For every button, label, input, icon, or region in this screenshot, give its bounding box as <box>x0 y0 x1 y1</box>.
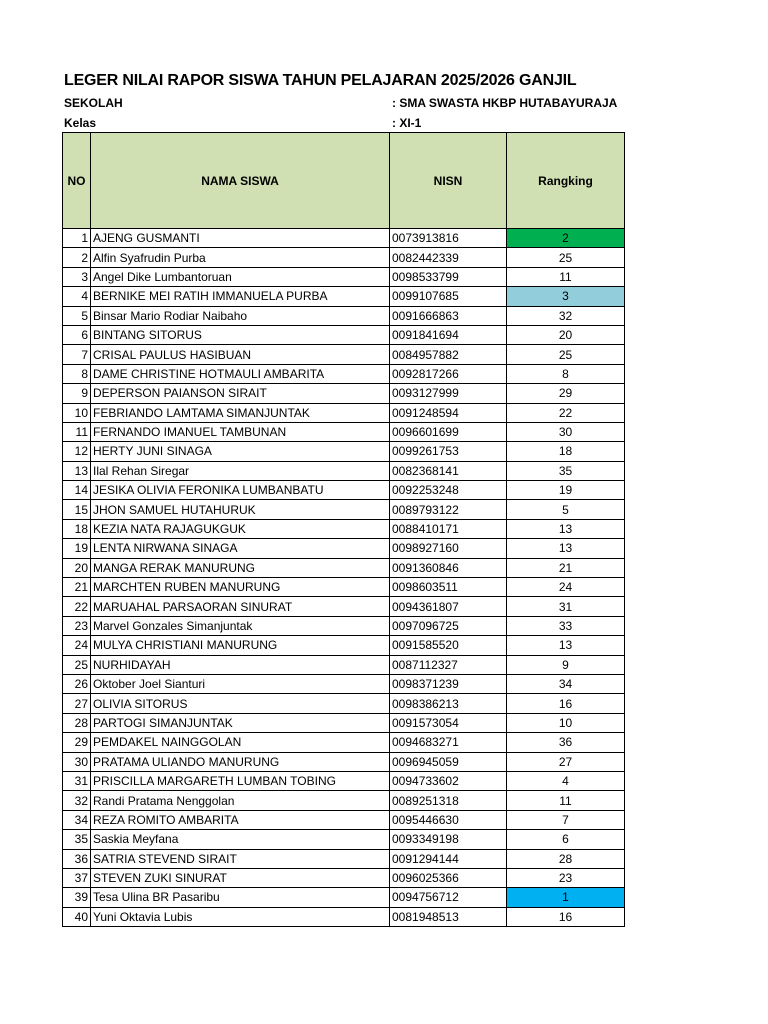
table-row <box>63 384 625 403</box>
row-nisn-cell: 0096601699 <box>390 422 507 441</box>
table-row <box>63 849 625 868</box>
row-rank-cell: 7 <box>507 810 625 829</box>
row-nisn-cell: 0093349198 <box>390 830 507 849</box>
row-name-cell: DAME CHRISTINE HOTMAULI AMBARITA <box>91 364 390 383</box>
row-nisn-cell: 0073913816 <box>390 229 507 248</box>
row-no-cell: 19 <box>63 539 91 558</box>
table-row <box>63 325 625 344</box>
row-nisn-cell: 0091294144 <box>390 849 507 868</box>
table-row <box>63 791 625 810</box>
row-nisn-cell: 0089793122 <box>390 500 507 519</box>
row-name-cell: Alfin Syafrudin Purba <box>91 248 390 267</box>
table-row <box>63 248 625 267</box>
row-nisn-cell: 0081948513 <box>390 907 507 926</box>
row-no-cell: 40 <box>63 907 91 926</box>
table-row <box>63 616 625 635</box>
row-name-cell: Randi Pratama Nenggolan <box>91 791 390 810</box>
row-no-cell: 30 <box>63 752 91 771</box>
row-no-cell: 10 <box>63 403 91 422</box>
row-nisn-cell: 0091573054 <box>390 713 507 732</box>
row-no-cell: 27 <box>63 694 91 713</box>
table-row <box>63 403 625 422</box>
row-name-cell: SATRIA STEVEND SIRAIT <box>91 849 390 868</box>
table-header-row <box>63 133 625 229</box>
row-rank-cell: 23 <box>507 868 625 887</box>
row-name-cell: Tesa Ulina BR Pasaribu <box>91 888 390 907</box>
grade-ledger-table <box>62 132 625 927</box>
header-nisn: NISN <box>390 133 507 229</box>
row-rank-cell: 13 <box>507 519 625 538</box>
row-name-cell: NURHIDAYAH <box>91 655 390 674</box>
row-nisn-cell: 0091248594 <box>390 403 507 422</box>
row-rank-cell: 13 <box>507 539 625 558</box>
row-name-cell: FEBRIANDO LAMTAMA SIMANJUNTAK <box>91 403 390 422</box>
row-nisn-cell: 0089251318 <box>390 791 507 810</box>
table-row <box>63 868 625 887</box>
row-no-cell: 24 <box>63 636 91 655</box>
table-row <box>63 461 625 480</box>
row-rank-cell: 4 <box>507 771 625 790</box>
row-rank-cell: 35 <box>507 461 625 480</box>
table-row <box>63 907 625 926</box>
row-rank-cell: 27 <box>507 752 625 771</box>
row-nisn-cell: 0091666863 <box>390 306 507 325</box>
row-rank-cell: 24 <box>507 578 625 597</box>
row-rank-cell: 8 <box>507 364 625 383</box>
row-no-cell: 9 <box>63 384 91 403</box>
table-row <box>63 345 625 364</box>
row-rank-cell: 36 <box>507 733 625 752</box>
table-row <box>63 713 625 732</box>
table-row <box>63 267 625 286</box>
row-nisn-cell: 0093127999 <box>390 384 507 403</box>
table-row <box>63 733 625 752</box>
row-no-cell: 36 <box>63 849 91 868</box>
row-rank-cell: 5 <box>507 500 625 519</box>
table-row <box>63 442 625 461</box>
row-rank-cell: 25 <box>507 248 625 267</box>
row-nisn-cell: 0082442339 <box>390 248 507 267</box>
row-rank-cell: 18 <box>507 442 625 461</box>
row-name-cell: CRISAL PAULUS HASIBUAN <box>91 345 390 364</box>
row-name-cell: JHON SAMUEL HUTAHURUK <box>91 500 390 519</box>
row-rank-cell: 16 <box>507 694 625 713</box>
table-row <box>63 771 625 790</box>
table-row <box>63 422 625 441</box>
row-nisn-cell: 0098603511 <box>390 578 507 597</box>
table-row <box>63 287 625 306</box>
row-name-cell: OLIVIA SITORUS <box>91 694 390 713</box>
row-rank-cell: 19 <box>507 481 625 500</box>
row-name-cell: JESIKA OLIVIA FERONIKA LUMBANBATU <box>91 481 390 500</box>
row-nisn-cell: 0082368141 <box>390 461 507 480</box>
row-name-cell: Yuni Oktavia Lubis <box>91 907 390 926</box>
row-name-cell: BINTANG SITORUS <box>91 325 390 344</box>
row-name-cell: MARCHTEN RUBEN MANURUNG <box>91 578 390 597</box>
row-rank-cell: 28 <box>507 849 625 868</box>
row-no-cell: 28 <box>63 713 91 732</box>
row-no-cell: 1 <box>63 229 91 248</box>
row-nisn-cell: 0098371239 <box>390 674 507 693</box>
row-nisn-cell: 0094756712 <box>390 888 507 907</box>
row-no-cell: 34 <box>63 810 91 829</box>
class-value: : XI-1 <box>392 116 422 130</box>
table-row <box>63 830 625 849</box>
table-row <box>63 674 625 693</box>
row-rank-cell: 30 <box>507 422 625 441</box>
row-rank-cell: 10 <box>507 713 625 732</box>
row-nisn-cell: 0098533799 <box>390 267 507 286</box>
table-row <box>63 752 625 771</box>
row-no-cell: 22 <box>63 597 91 616</box>
row-name-cell: Binsar Mario Rodiar Naibaho <box>91 306 390 325</box>
row-rank-cell: 3 <box>507 287 625 306</box>
table-row <box>63 636 625 655</box>
row-nisn-cell: 0092817266 <box>390 364 507 383</box>
row-no-cell: 3 <box>63 267 91 286</box>
row-no-cell: 7 <box>63 345 91 364</box>
row-name-cell: Angel Dike Lumbantoruan <box>91 267 390 286</box>
document-title: LEGER NILAI RAPOR SISWA TAHUN PELAJARAN 2025/2026 GANJIL <box>64 72 577 89</box>
row-name-cell: LENTA NIRWANA SINAGA <box>91 539 390 558</box>
row-name-cell: PRISCILLA MARGARETH LUMBAN TOBING <box>91 771 390 790</box>
header-rank: Rangking <box>507 133 625 229</box>
row-nisn-cell: 0088410171 <box>390 519 507 538</box>
row-rank-cell: 13 <box>507 636 625 655</box>
row-nisn-cell: 0084957882 <box>390 345 507 364</box>
row-rank-cell: 11 <box>507 267 625 286</box>
row-name-cell: DEPERSON PAIANSON SIRAIT <box>91 384 390 403</box>
table-row <box>63 597 625 616</box>
row-no-cell: 23 <box>63 616 91 635</box>
row-no-cell: 21 <box>63 578 91 597</box>
row-name-cell: Marvel Gonzales Simanjuntak <box>91 616 390 635</box>
row-nisn-cell: 0099261753 <box>390 442 507 461</box>
table-row <box>63 306 625 325</box>
table-row <box>63 888 625 907</box>
row-name-cell: PRATAMA ULIANDO MANURUNG <box>91 752 390 771</box>
row-no-cell: 4 <box>63 287 91 306</box>
row-nisn-cell: 0096945059 <box>390 752 507 771</box>
row-nisn-cell: 0092253248 <box>390 481 507 500</box>
row-nisn-cell: 0096025366 <box>390 868 507 887</box>
table-row <box>63 481 625 500</box>
row-no-cell: 2 <box>63 248 91 267</box>
row-no-cell: 14 <box>63 481 91 500</box>
header-no: NO <box>63 133 91 229</box>
row-name-cell: HERTY JUNI SINAGA <box>91 442 390 461</box>
row-rank-cell: 33 <box>507 616 625 635</box>
row-nisn-cell: 0094733602 <box>390 771 507 790</box>
row-nisn-cell: 0091841694 <box>390 325 507 344</box>
row-name-cell: AJENG GUSMANTI <box>91 229 390 248</box>
row-no-cell: 6 <box>63 325 91 344</box>
school-value: : SMA SWASTA HKBP HUTABAYURAJA <box>392 96 618 110</box>
row-name-cell: Saskia Meyfana <box>91 830 390 849</box>
table-row <box>63 655 625 674</box>
row-nisn-cell: 0098927160 <box>390 539 507 558</box>
table-row <box>63 694 625 713</box>
row-rank-cell: 2 <box>507 229 625 248</box>
row-nisn-cell: 0097096725 <box>390 616 507 635</box>
table-row <box>63 578 625 597</box>
row-nisn-cell: 0099107685 <box>390 287 507 306</box>
row-no-cell: 8 <box>63 364 91 383</box>
row-nisn-cell: 0095446630 <box>390 810 507 829</box>
row-rank-cell: 6 <box>507 830 625 849</box>
row-rank-cell: 1 <box>507 888 625 907</box>
table-row <box>63 500 625 519</box>
row-no-cell: 18 <box>63 519 91 538</box>
row-nisn-cell: 0098386213 <box>390 694 507 713</box>
row-rank-cell: 34 <box>507 674 625 693</box>
table-row <box>63 539 625 558</box>
class-label: Kelas <box>64 116 97 130</box>
row-nisn-cell: 0094683271 <box>390 733 507 752</box>
table-row <box>63 558 625 577</box>
row-nisn-cell: 0087112327 <box>390 655 507 674</box>
row-no-cell: 32 <box>63 791 91 810</box>
row-name-cell: PARTOGI SIMANJUNTAK <box>91 713 390 732</box>
row-rank-cell: 25 <box>507 345 625 364</box>
row-no-cell: 12 <box>63 442 91 461</box>
school-label: SEKOLAH <box>64 96 123 110</box>
row-name-cell: BERNIKE MEI RATIH IMMANUELA PURBA <box>91 287 390 306</box>
row-name-cell: FERNANDO IMANUEL TAMBUNAN <box>91 422 390 441</box>
row-name-cell: Ilal Rehan Siregar <box>91 461 390 480</box>
row-no-cell: 35 <box>63 830 91 849</box>
row-rank-cell: 22 <box>507 403 625 422</box>
row-no-cell: 26 <box>63 674 91 693</box>
row-nisn-cell: 0091585520 <box>390 636 507 655</box>
table-row <box>63 519 625 538</box>
row-no-cell: 37 <box>63 868 91 887</box>
row-no-cell: 15 <box>63 500 91 519</box>
row-rank-cell: 11 <box>507 791 625 810</box>
row-name-cell: MULYA CHRISTIANI MANURUNG <box>91 636 390 655</box>
row-rank-cell: 29 <box>507 384 625 403</box>
row-no-cell: 39 <box>63 888 91 907</box>
row-rank-cell: 32 <box>507 306 625 325</box>
row-rank-cell: 21 <box>507 558 625 577</box>
table-row <box>63 810 625 829</box>
table-row <box>63 229 625 248</box>
row-no-cell: 31 <box>63 771 91 790</box>
row-rank-cell: 20 <box>507 325 625 344</box>
row-name-cell: MARUAHAL PARSAORAN SINURAT <box>91 597 390 616</box>
row-rank-cell: 9 <box>507 655 625 674</box>
row-no-cell: 20 <box>63 558 91 577</box>
row-no-cell: 13 <box>63 461 91 480</box>
table-body <box>63 229 625 927</box>
row-name-cell: REZA ROMITO AMBARITA <box>91 810 390 829</box>
row-name-cell: PEMDAKEL NAINGGOLAN <box>91 733 390 752</box>
row-no-cell: 11 <box>63 422 91 441</box>
row-rank-cell: 31 <box>507 597 625 616</box>
row-name-cell: MANGA RERAK MANURUNG <box>91 558 390 577</box>
row-name-cell: KEZIA NATA RAJAGUKGUK <box>91 519 390 538</box>
row-name-cell: Oktober Joel Sianturi <box>91 674 390 693</box>
row-no-cell: 5 <box>63 306 91 325</box>
header-name: NAMA SISWA <box>91 133 390 229</box>
row-no-cell: 25 <box>63 655 91 674</box>
row-name-cell: STEVEN ZUKI SINURAT <box>91 868 390 887</box>
row-nisn-cell: 0091360846 <box>390 558 507 577</box>
row-nisn-cell: 0094361807 <box>390 597 507 616</box>
row-no-cell: 29 <box>63 733 91 752</box>
table-row <box>63 364 625 383</box>
row-rank-cell: 16 <box>507 907 625 926</box>
